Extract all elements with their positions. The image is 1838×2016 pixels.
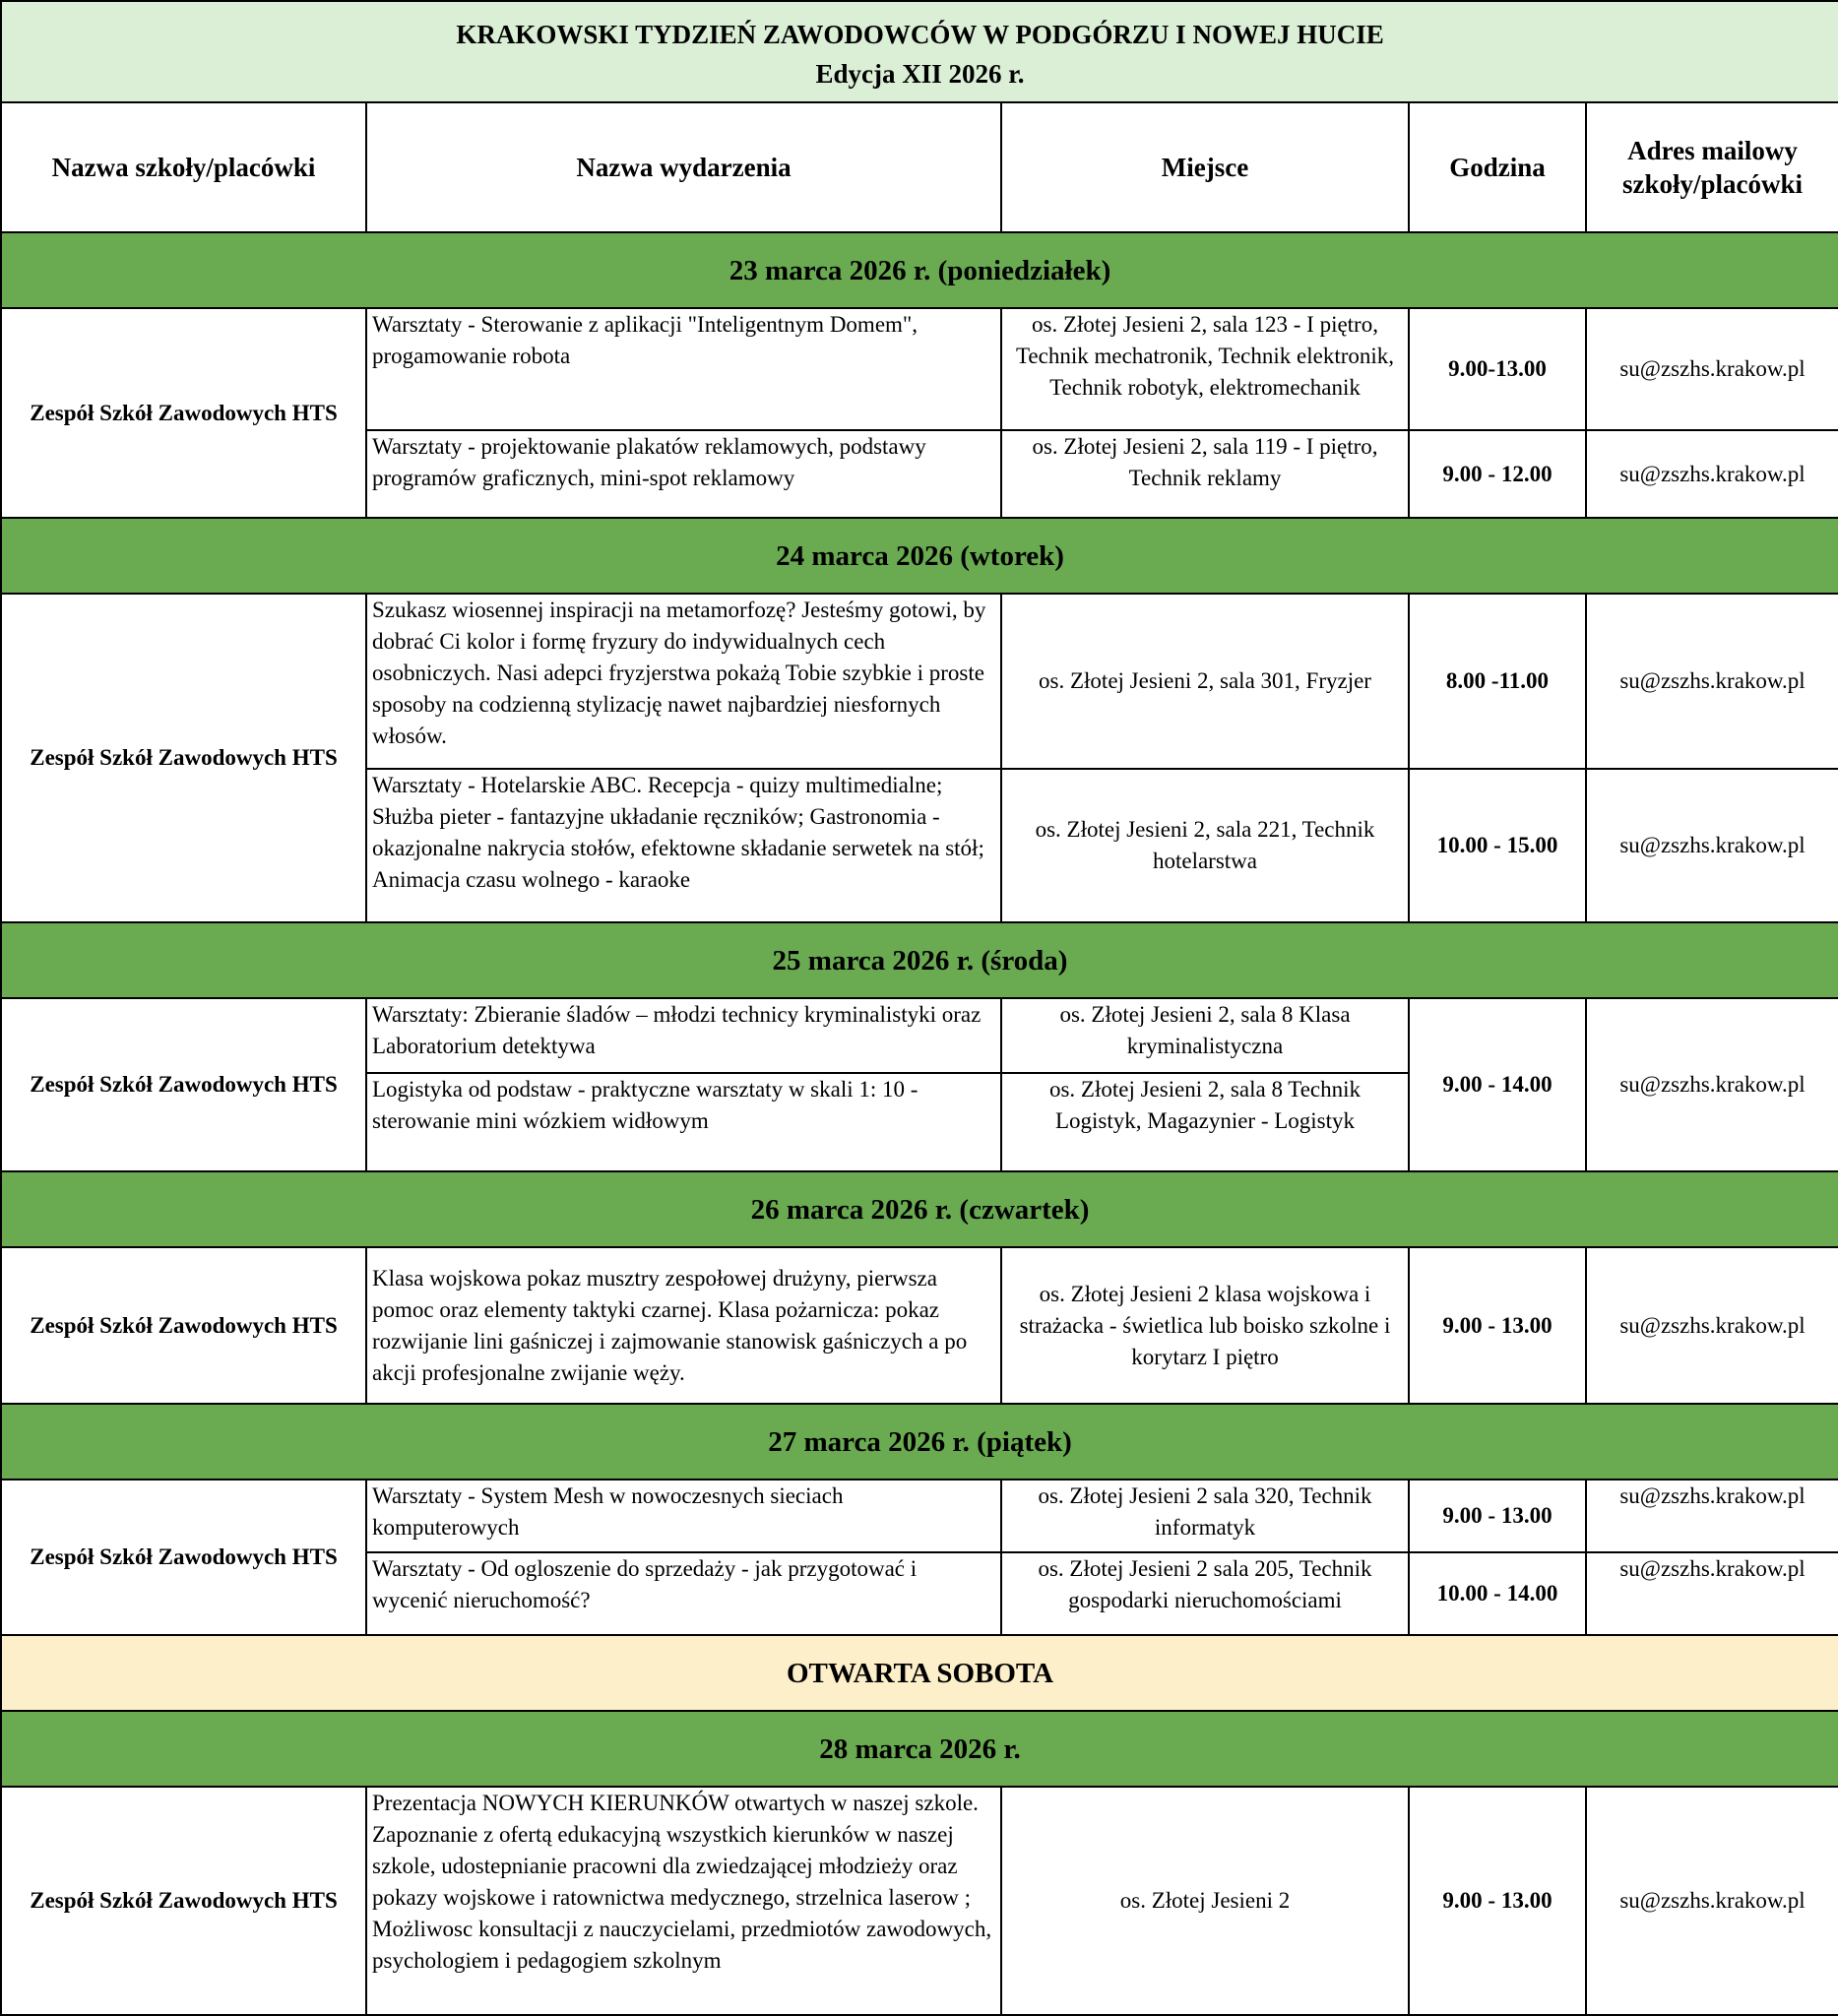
school-email: su@zszhs.krakow.pl <box>1586 1787 1838 2015</box>
event-hour: 9.00 - 12.00 <box>1409 430 1586 518</box>
school-email: su@zszhs.krakow.pl <box>1586 308 1838 430</box>
header-email: Adres mailowy szkoły/placówki <box>1586 102 1838 232</box>
school-email: su@zszhs.krakow.pl <box>1586 998 1838 1171</box>
event-place: os. Złotej Jesieni 2 <box>1001 1787 1409 2015</box>
school-email: su@zszhs.krakow.pl <box>1586 769 1838 922</box>
school-email: su@zszhs.krakow.pl <box>1586 594 1838 769</box>
school-name: Zespół Szkół Zawodowych HTS <box>1 998 366 1171</box>
event-hour: 9.00 - 13.00 <box>1409 1480 1586 1552</box>
school-email: su@zszhs.krakow.pl <box>1586 1552 1838 1635</box>
day-header: 27 marca 2026 r. (piątek) <box>1 1404 1838 1480</box>
event-hour: 9.00 - 13.00 <box>1409 1787 1586 2015</box>
header-school: Nazwa szkoły/placówki <box>1 102 366 232</box>
event-name: Warsztaty - Od ogloszenie do sprzedaży - jak przygotować i wycenić nieruchomość? <box>366 1552 1001 1635</box>
table-row <box>1 1480 1838 1552</box>
event-place: os. Złotej Jesieni 2 klasa wojskowa i strażacka - świetlica lub boisko szkolne i korytarz I piętro <box>1001 1247 1409 1404</box>
table-row <box>1 1247 1838 1404</box>
day-header: 24 marca 2026 (wtorek) <box>1 518 1838 594</box>
event-name: Warsztaty - Sterowanie z aplikacji "Inteligentnym Domem", progamowanie robota <box>366 308 1001 430</box>
day-header: 26 marca 2026 r. (czwartek) <box>1 1171 1838 1247</box>
event-place: os. Złotej Jesieni 2, sala 221, Technik hotelarstwa <box>1001 769 1409 922</box>
event-place: os. Złotej Jesieni 2, sala 301, Fryzjer <box>1001 594 1409 769</box>
event-name: Warsztaty - Hotelarskie ABC. Recepcja - quizy multimedialne; Służba pieter - fantazyjne układanie ręczników; Gastronomia - okazjonalne nakrycia stołów, efektowne składanie serwetek na stół; Animacja czasu wolnego - karaoke <box>366 769 1001 922</box>
column-header-row <box>1 102 1838 232</box>
school-email: su@zszhs.krakow.pl <box>1586 430 1838 518</box>
event-place: os. Złotej Jesieni 2, sala 8 Technik Logistyk, Magazynier - Logistyk <box>1001 1073 1409 1171</box>
event-hour: 10.00 - 15.00 <box>1409 769 1586 922</box>
event-place: os. Złotej Jesieni 2, sala 8 Klasa kryminalistyczna <box>1001 998 1409 1073</box>
day-header: 23 marca 2026 r. (poniedziałek) <box>1 232 1838 308</box>
school-name: Zespół Szkół Zawodowych HTS <box>1 1787 366 2015</box>
school-email: su@zszhs.krakow.pl <box>1586 1247 1838 1404</box>
event-name: Szukasz wiosennej inspiracji na metamorfozę? Jesteśmy gotowi, by dobrać Ci kolor i formę fryzury do indywidualnych cech osobniczych. Nasi adepci fryzjerstwa pokażą Tobie szybkie i proste sposoby na codzienną stylizację nawet najbardziej niesfornych włosów. <box>366 594 1001 769</box>
event-hour: 10.00 - 14.00 <box>1409 1552 1586 1635</box>
event-name: Klasa wojskowa pokaz musztry zespołowej drużyny, pierwsza pomoc oraz elementy taktyki czarnej. Klasa pożarnicza: pokaz rozwijanie lini gaśniczej i zajmowanie stanowisk gaśniczych a po akcji profesjonalne zwijanie węży. <box>366 1247 1001 1404</box>
header-hour: Godzina <box>1409 102 1586 232</box>
event-name: Warsztaty: Zbieranie śladów – młodzi technicy kryminalistyki oraz Laboratorium detektywa <box>366 998 1001 1073</box>
event-hour: 9.00-13.00 <box>1409 308 1586 430</box>
event-place: os. Złotej Jesieni 2, sala 123 - I piętro, Technik mechatronik, Technik elektronik, Technik robotyk, elektromechanik <box>1001 308 1409 430</box>
event-place: os. Złotej Jesieni 2, sala 119 - I piętro, Technik reklamy <box>1001 430 1409 518</box>
event-place: os. Złotej Jesieni 2 sala 205, Technik gospodarki nieruchomościami <box>1001 1552 1409 1635</box>
open-saturday-banner: OTWARTA SOBOTA <box>1 1635 1838 1711</box>
event-name: Logistyka od podstaw - praktyczne warsztaty w skali 1: 10 - sterowanie mini wózkiem widłowym <box>366 1073 1001 1171</box>
title-line-2: Edycja XII 2026 r. <box>815 58 1025 89</box>
title-line-1: KRAKOWSKI TYDZIEŃ ZAWODOWCÓW W PODGÓRZU I NOWEJ HUCIE <box>456 19 1384 49</box>
school-name: Zespół Szkół Zawodowych HTS <box>1 308 366 518</box>
event-name: Prezentacja NOWYCH KIERUNKÓW otwartych w naszej szkole. Zapoznanie z ofertą edukacyjną wszystkich kierunków w naszej szkole, udostepnianie pracowni dla zwiedzającej młodzieży oraz pokazy wojskowe i ratownictwa medycznego, strzelnica laserow ; Możliwosc konsultacji z nauczycielami, przedmiotów zawodowych, psychologiem i pedagogiem szkolnym <box>366 1787 1001 2015</box>
event-hour: 9.00 - 14.00 <box>1409 998 1586 1171</box>
table-row <box>1 998 1838 1073</box>
table-row <box>1 1787 1838 2015</box>
header-place: Miejsce <box>1001 102 1409 232</box>
day-header: 28 marca 2026 r. <box>1 1711 1838 1787</box>
table-row <box>1 308 1838 430</box>
day-header: 25 marca 2026 r. (środa) <box>1 922 1838 998</box>
school-email: su@zszhs.krakow.pl <box>1586 1480 1838 1552</box>
school-name: Zespół Szkół Zawodowych HTS <box>1 594 366 922</box>
school-name: Zespół Szkół Zawodowych HTS <box>1 1480 366 1635</box>
school-name: Zespół Szkół Zawodowych HTS <box>1 1247 366 1404</box>
header-event: Nazwa wydarzenia <box>366 102 1001 232</box>
event-place: os. Złotej Jesieni 2 sala 320, Technik informatyk <box>1001 1480 1409 1552</box>
event-hour: 9.00 - 13.00 <box>1409 1247 1586 1404</box>
event-hour: 8.00 -11.00 <box>1409 594 1586 769</box>
event-name: Warsztaty - System Mesh w nowoczesnych sieciach komputerowych <box>366 1480 1001 1552</box>
event-name: Warsztaty - projektowanie plakatów reklamowych, podstawy programów graficznych, mini-spot reklamowy <box>366 430 1001 518</box>
table-row <box>1 594 1838 769</box>
document-title <box>1 1 1838 102</box>
